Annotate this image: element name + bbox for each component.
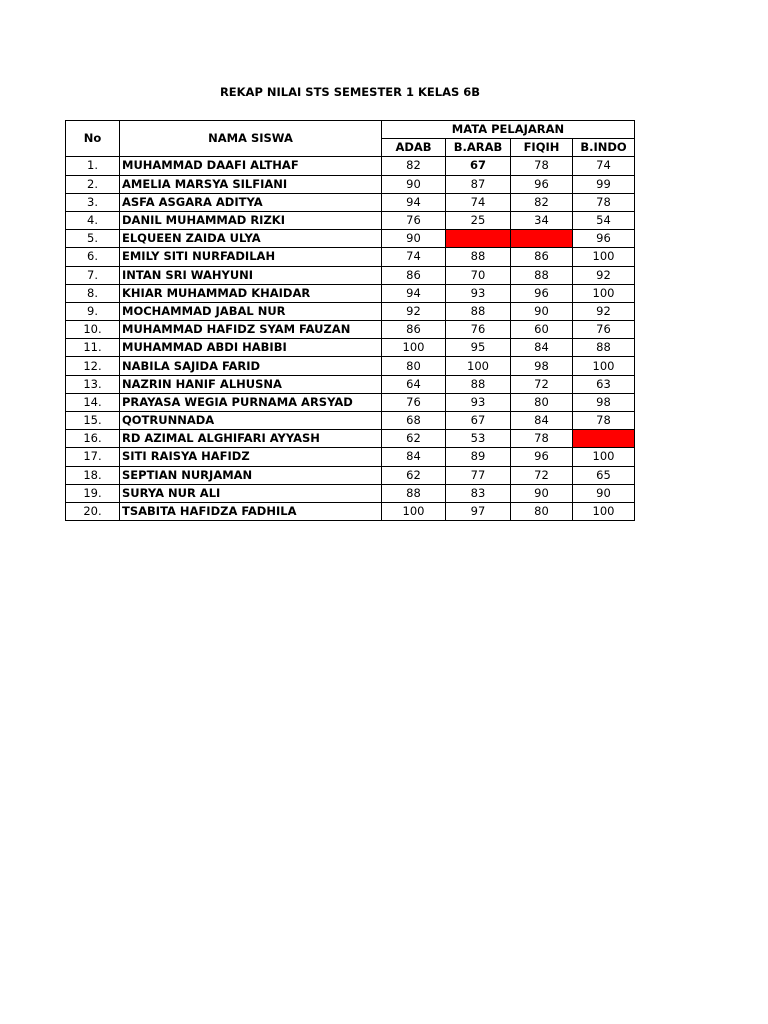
- score-bindo: 78: [573, 193, 635, 211]
- score-adab: 84: [382, 448, 446, 466]
- score-fiqih: 96: [511, 284, 573, 302]
- student-name: RD AZIMAL ALGHIFARI AYYASH: [120, 430, 382, 448]
- score-barab: 67: [446, 157, 511, 175]
- row-number: 2.: [66, 175, 120, 193]
- table-row: [66, 157, 635, 175]
- score-barab: 88: [446, 248, 511, 266]
- student-name: DANIL MUHAMMAD RIZKI: [120, 211, 382, 229]
- score-fiqih: 98: [511, 357, 573, 375]
- grade-table: [65, 120, 635, 521]
- header-subject-adab: ADAB: [382, 139, 446, 157]
- score-bindo: 54: [573, 211, 635, 229]
- score-fiqih: 88: [511, 266, 573, 284]
- student-name: EMILY SITI NURFADILAH: [120, 248, 382, 266]
- score-bindo: 65: [573, 466, 635, 484]
- score-fiqih: 80: [511, 502, 573, 520]
- score-barab: 67: [446, 412, 511, 430]
- score-bindo: 99: [573, 175, 635, 193]
- score-barab: 89: [446, 448, 511, 466]
- score-adab: 80: [382, 357, 446, 375]
- score-fiqih: 78: [511, 430, 573, 448]
- score-adab: 68: [382, 412, 446, 430]
- score-adab: 82: [382, 157, 446, 175]
- score-adab: 76: [382, 211, 446, 229]
- table-row: [66, 502, 635, 520]
- score-barab: 70: [446, 266, 511, 284]
- table-row: [66, 484, 635, 502]
- table-row: [66, 430, 635, 448]
- score-adab: 74: [382, 248, 446, 266]
- row-number: 4.: [66, 211, 120, 229]
- score-barab: 93: [446, 284, 511, 302]
- score-barab: 93: [446, 393, 511, 411]
- row-number: 9.: [66, 302, 120, 320]
- header-subject-barab: B.ARAB: [446, 139, 511, 157]
- score-adab: 100: [382, 502, 446, 520]
- score-bindo: 98: [573, 393, 635, 411]
- student-name: MOCHAMMAD JABAL NUR: [120, 302, 382, 320]
- score-bindo: 92: [573, 266, 635, 284]
- table-row: [66, 193, 635, 211]
- row-number: 17.: [66, 448, 120, 466]
- row-number: 3.: [66, 193, 120, 211]
- row-number: 10.: [66, 321, 120, 339]
- score-adab: 92: [382, 302, 446, 320]
- table-row: [66, 412, 635, 430]
- score-fiqih: 86: [511, 248, 573, 266]
- score-adab: 62: [382, 466, 446, 484]
- student-name: PRAYASA WEGIA PURNAMA ARSYAD: [120, 393, 382, 411]
- row-number: 12.: [66, 357, 120, 375]
- row-number: 5.: [66, 230, 120, 248]
- score-bindo: 100: [573, 502, 635, 520]
- score-bindo: 100: [573, 284, 635, 302]
- score-adab: 94: [382, 284, 446, 302]
- row-number: 14.: [66, 393, 120, 411]
- row-number: 6.: [66, 248, 120, 266]
- row-number: 18.: [66, 466, 120, 484]
- score-fiqih: 72: [511, 375, 573, 393]
- header-subject-fiqih: FIQIH: [511, 139, 573, 157]
- student-name: NAZRIN HANIF ALHUSNA: [120, 375, 382, 393]
- score-fiqih: 90: [511, 302, 573, 320]
- table-row: [66, 393, 635, 411]
- student-name: INTAN SRI WAHYUNI: [120, 266, 382, 284]
- row-number: 8.: [66, 284, 120, 302]
- score-bindo: 63: [573, 375, 635, 393]
- score-barab: 100: [446, 357, 511, 375]
- score-fiqih: 82: [511, 193, 573, 211]
- table-row: [66, 248, 635, 266]
- table-row: [66, 466, 635, 484]
- table-row: [66, 175, 635, 193]
- score-fiqih: 96: [511, 448, 573, 466]
- score-bindo: 100: [573, 357, 635, 375]
- score-adab: 100: [382, 339, 446, 357]
- score-fiqih: 72: [511, 466, 573, 484]
- row-number: 15.: [66, 412, 120, 430]
- row-number: 19.: [66, 484, 120, 502]
- score-barab: 88: [446, 375, 511, 393]
- score-fiqih: 96: [511, 175, 573, 193]
- student-name: MUHAMMAD ABDI HABIBI: [120, 339, 382, 357]
- score-bindo: 78: [573, 412, 635, 430]
- header-subject-group: MATA PELAJARAN: [382, 121, 635, 139]
- student-name: MUHAMMAD DAAFI ALTHAF: [120, 157, 382, 175]
- table-row: [66, 339, 635, 357]
- score-barab: 88: [446, 302, 511, 320]
- table-row: [66, 357, 635, 375]
- score-fiqih: 60: [511, 321, 573, 339]
- table-row: [66, 230, 635, 248]
- score-bindo: 100: [573, 248, 635, 266]
- row-number: 1.: [66, 157, 120, 175]
- score-adab: 76: [382, 393, 446, 411]
- score-adab: 90: [382, 175, 446, 193]
- score-fiqih: 34: [511, 211, 573, 229]
- score-fiqih: 80: [511, 393, 573, 411]
- score-barab: 87: [446, 175, 511, 193]
- table-row: [66, 266, 635, 284]
- student-name: ASFA ASGARA ADITYA: [120, 193, 382, 211]
- student-name: KHIAR MUHAMMAD KHAIDAR: [120, 284, 382, 302]
- row-number: 20.: [66, 502, 120, 520]
- student-name: QOTRUNNADA: [120, 412, 382, 430]
- table-body: [66, 157, 635, 521]
- score-fiqih: 78: [511, 157, 573, 175]
- score-adab: 62: [382, 430, 446, 448]
- table-row: [66, 321, 635, 339]
- row-number: 7.: [66, 266, 120, 284]
- student-name: AMELIA MARSYA SILFIANI: [120, 175, 382, 193]
- score-fiqih: 84: [511, 412, 573, 430]
- row-number: 13.: [66, 375, 120, 393]
- score-bindo: 100: [573, 448, 635, 466]
- table-row: [66, 448, 635, 466]
- header-row-1: [66, 121, 635, 139]
- score-barab: 95: [446, 339, 511, 357]
- header-subject-bindo: B.INDO: [573, 139, 635, 157]
- score-bindo: 92: [573, 302, 635, 320]
- student-name: ELQUEEN ZAIDA ULYA: [120, 230, 382, 248]
- score-fiqih: 84: [511, 339, 573, 357]
- table-row: [66, 211, 635, 229]
- score-barab: 53: [446, 430, 511, 448]
- score-barab: 76: [446, 321, 511, 339]
- score-adab: 94: [382, 193, 446, 211]
- score-bindo: 88: [573, 339, 635, 357]
- score-barab: 83: [446, 484, 511, 502]
- header-no: No: [66, 121, 120, 157]
- score-bindo: 76: [573, 321, 635, 339]
- score-bindo: 90: [573, 484, 635, 502]
- student-name: NABILA SAJIDA FARID: [120, 357, 382, 375]
- score-barab: 74: [446, 193, 511, 211]
- score-bindo: [573, 430, 635, 448]
- score-barab: 97: [446, 502, 511, 520]
- score-adab: 64: [382, 375, 446, 393]
- student-name: SURYA NUR ALI: [120, 484, 382, 502]
- score-adab: 86: [382, 321, 446, 339]
- row-number: 16.: [66, 430, 120, 448]
- score-bindo: 74: [573, 157, 635, 175]
- score-fiqih: 90: [511, 484, 573, 502]
- score-bindo: 96: [573, 230, 635, 248]
- score-barab: [446, 230, 511, 248]
- table-row: [66, 302, 635, 320]
- score-adab: 86: [382, 266, 446, 284]
- page-title: REKAP NILAI STS SEMESTER 1 KELAS 6B: [219, 85, 481, 99]
- score-fiqih: [511, 230, 573, 248]
- student-name: MUHAMMAD HAFIDZ SYAM FAUZAN: [120, 321, 382, 339]
- student-name: TSABITA HAFIDZA FADHILA: [120, 502, 382, 520]
- table-row: [66, 284, 635, 302]
- score-adab: 88: [382, 484, 446, 502]
- score-adab: 90: [382, 230, 446, 248]
- row-number: 11.: [66, 339, 120, 357]
- table-row: [66, 375, 635, 393]
- student-name: SEPTIAN NURJAMAN: [120, 466, 382, 484]
- score-barab: 77: [446, 466, 511, 484]
- student-name: SITI RAISYA HAFIDZ: [120, 448, 382, 466]
- score-barab: 25: [446, 211, 511, 229]
- header-name: NAMA SISWA: [120, 121, 382, 157]
